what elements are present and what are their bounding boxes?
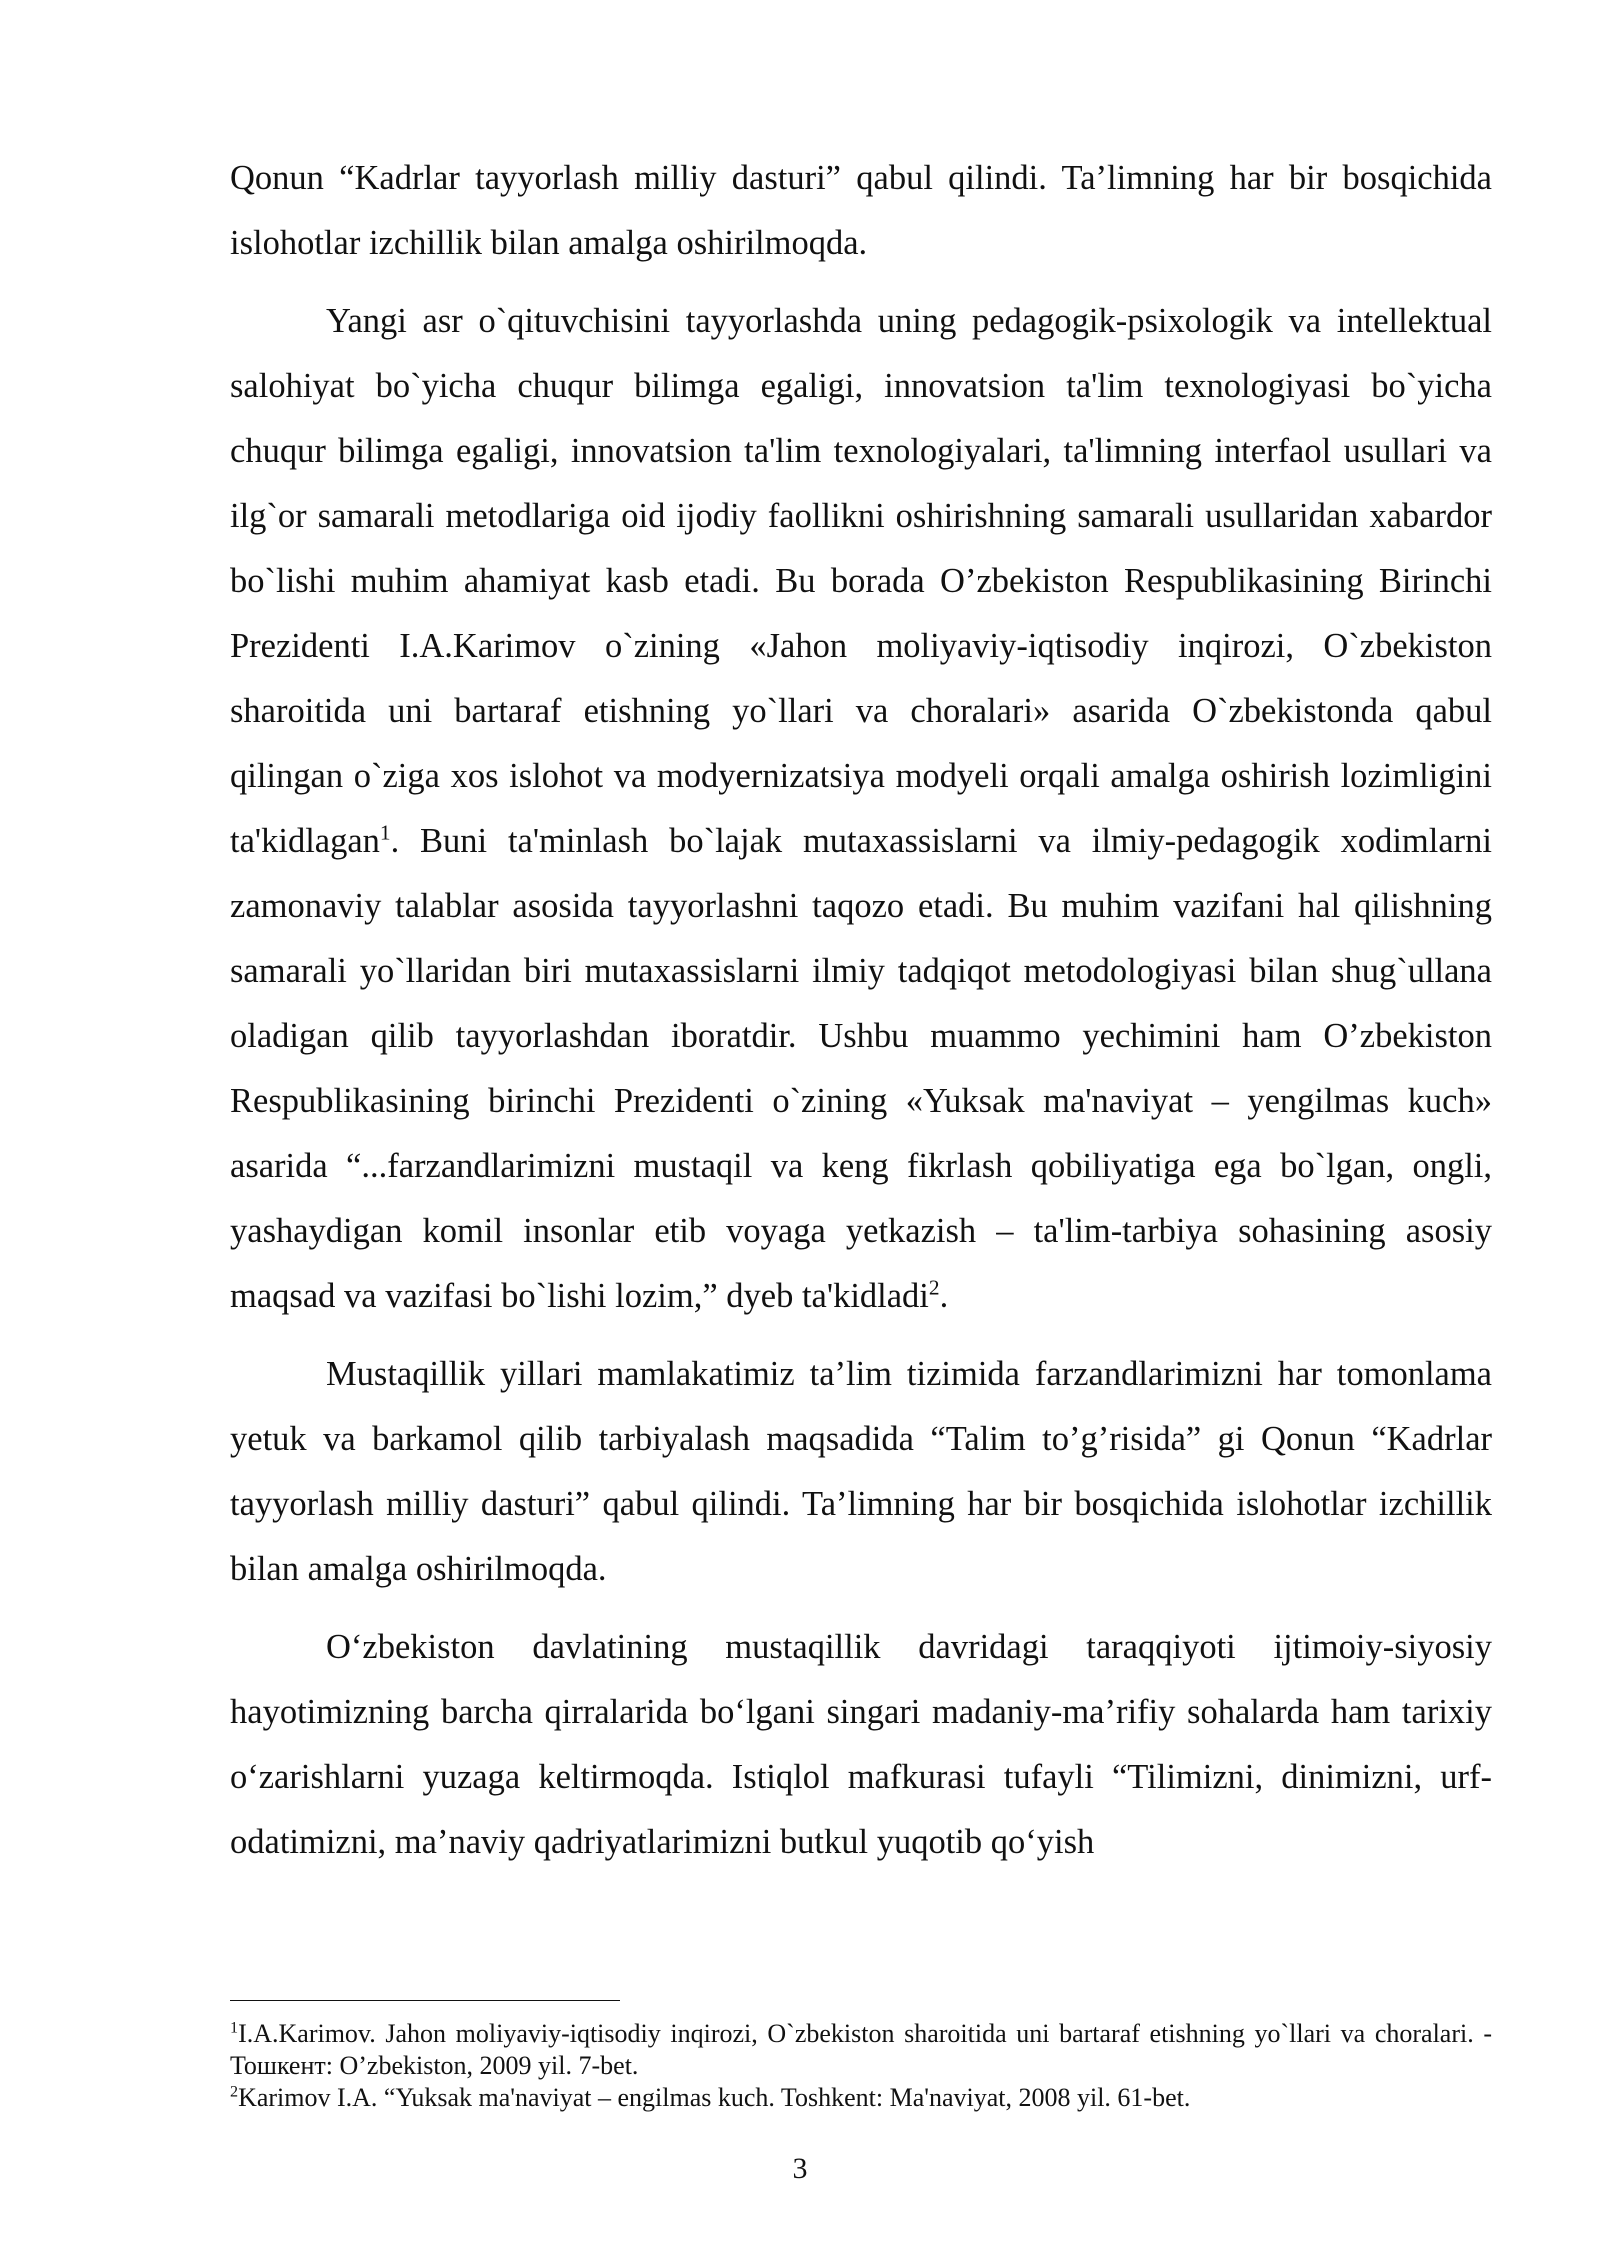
footnote-separator — [230, 2000, 620, 2001]
paragraph-independence-years: Mustaqillik yillari mamlakatimiz ta’lim tizimida farzandlarimizni har tomonlama yetuk va barkamol qilib tarbiyalash maqsadida “Talim to’g’risida” gi Qonun “Kadrlar tayyorlash milliy dasturi” qabul qilindi. Ta’limning har bir bosqichida islohotlar izchillik bilan amalga oshirilmoqda. — [230, 1355, 1492, 1588]
footnote-text: I.A.Karimov. Jahon moliyaviy-iqtisodiy inqirozi, O`zbekiston sharoitida uni bartaraf etishning yo`llari va choralari. - Тошкент: O’zbekiston, 2009 yil. 7-bet. — [230, 2019, 1492, 2080]
footnote-ref-2[interactable]: 2 — [928, 1275, 940, 1300]
page-number: 3 — [792, 2152, 808, 2185]
footnote-number: 2 — [230, 2083, 239, 2101]
footnote-1 — [230, 2018, 1492, 2082]
paragraph-continued: Qonun “Kadrlar tayyorlash milliy dasturi” qabul qilindi. Ta’limning har bir bosqichida islohotlar izchillik bilan amalga oshirilmoqda. — [230, 159, 1492, 262]
footnote-2 — [230, 2082, 1492, 2114]
paragraph-uzbekistan-development: O‘zbekiston davlatining mustaqillik davridagi taraqqiyoti ijtimoiy-siyosiy hayotimizning barcha qirralarida bo‘lgani singari madaniy-ma’rifiy sohalarda ham tarixiy o‘zarishlarni yuzaga keltirmoqda. Istiqlol mafkurasi tufayli “Tilimizni, dinimizni, urf-odatimizni, ma’naviy qadriyatlarimizni butkul yuqotib qo‘yish — [230, 1628, 1492, 1861]
footnote-number: 1 — [230, 2019, 239, 2037]
footnotes — [230, 2018, 1492, 2114]
footnote-ref-1[interactable]: 1 — [379, 820, 391, 845]
paragraph-teacher-training: Yangi asr o`qituvchisini tayyorlashda uning pedagogik-psixologik va intellektual salohiyat bo`yicha chuqur bilimga egaligi, innovatsion ta'lim texnologiyasi bo`yicha chuqur bilimga egaligi, innovatsion ta'lim texnologiyalari, ta'limning interfaol usullari va ilg`or samarali metodlariga oid ijodiy faollikni oshirishning samarali usullaridan xabardor bo`lishi muhim ahamiyat kasb etadi. Bu borada O’zbekiston Respublikasining Birinchi Prezidenti I.A.Karimov o`zining «Jahon moliyaviy-iqtisodiy inqirozi, O`zbekiston sharoitida uni bartaraf etishning yo`llari va choralari» asarida O`zbekistonda qabul qilingan o`ziga xos islohot va modyernizatsiya modyeli orqali amalga oshirish lozimligini ta'kidlagan$^1$. Buni ta'minlash bo`lajak mutaxassislarni va ilmiy-pedagogik xodimlarni zamonaviy talablar asosida tayyorlashni taqozo etadi. Bu muhim vazifani hal qilishning samarali yo`llaridan biri mutaxassislarni ilmiy tadqiqot metodologiyasi bilan shug`ullana oladigan qilib tayyorlashdan iboratdir. Ushbu muammo yechimini ham O’zbekiston Respublikasining birinchi Prezidenti o`zining «Yuksak ma'naviyat – yengilmas kuch» asarida “...farzandlarimizni mustaqil va keng fikrlash qobiliyatiga ega bo`lgan, ongli, yashaydigan komil insonlar etib voyaga yetkazish – ta'lim-tarbiya sohasining asosiy maqsad va vazifasi bo`lishi lozim,” dyeb ta'kidladi$^2$. — [230, 302, 1492, 1315]
footnote-text: Karimov I.A. “Yuksak ma'naviyat – engilmas kuch. Toshkent: Ma'naviyat, 2008 yil. 61-bet. — [238, 2083, 1191, 2112]
body-text — [230, 146, 1492, 1888]
